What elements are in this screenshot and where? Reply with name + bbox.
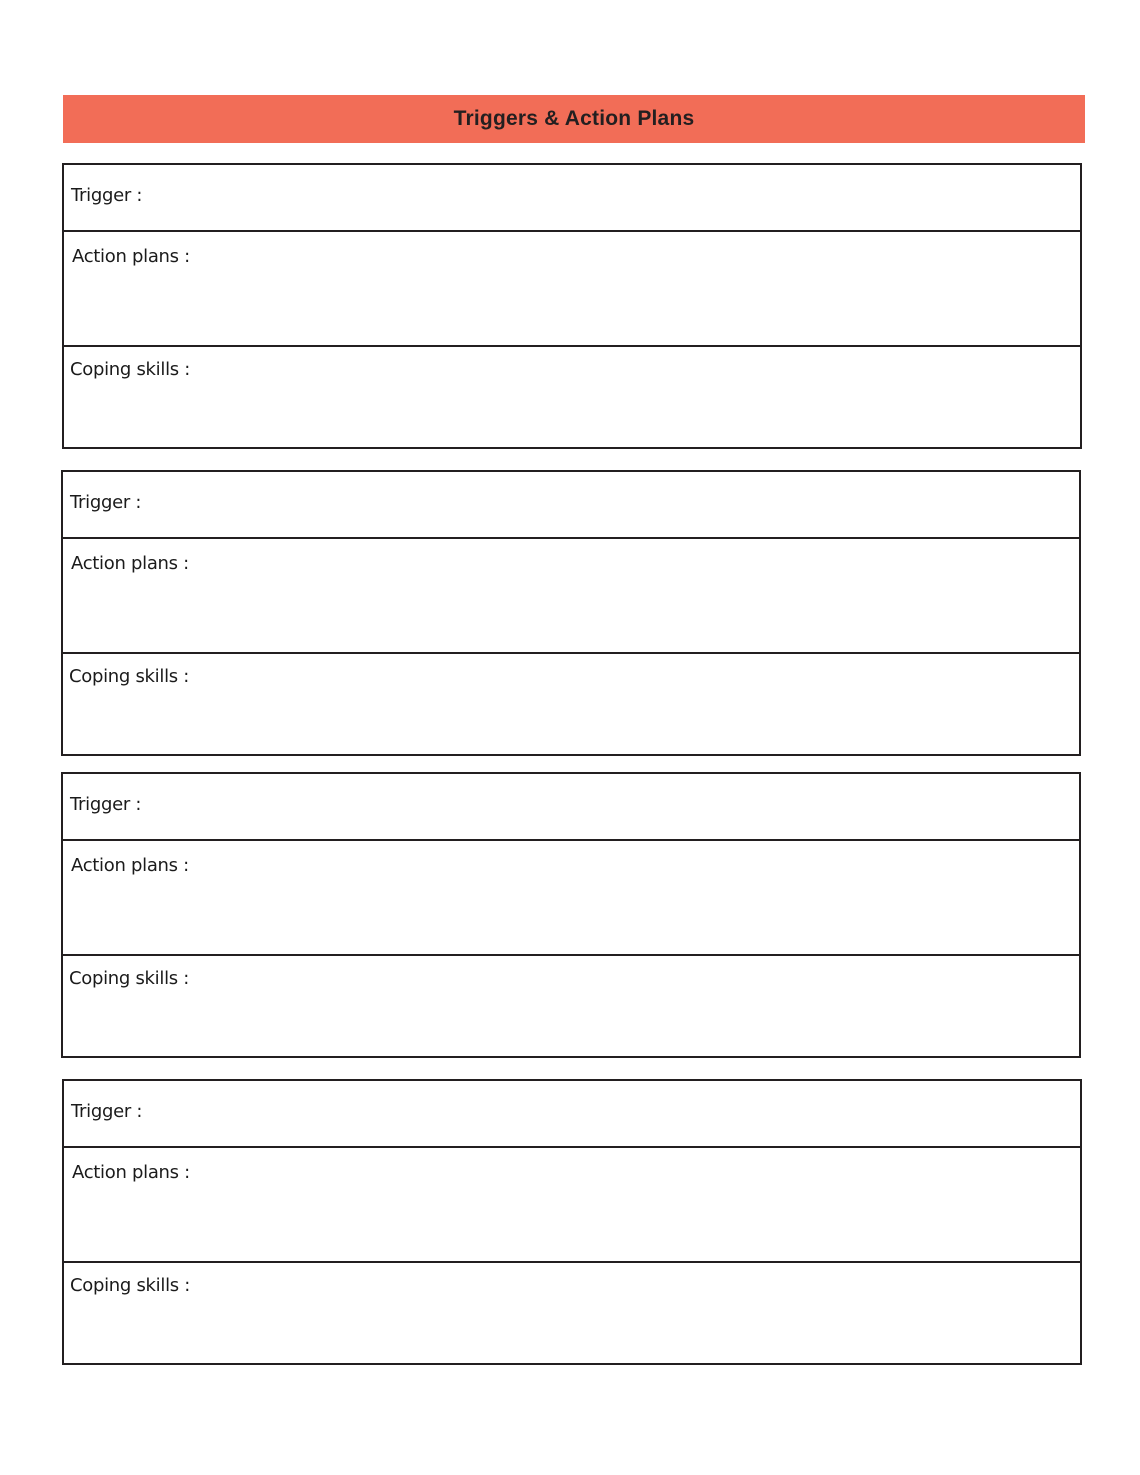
trigger-label: Trigger : xyxy=(71,1101,143,1122)
coping-skills-label: Coping skills : xyxy=(70,359,191,380)
trigger-row[interactable] xyxy=(64,165,1080,232)
coping-skills-label: Coping skills : xyxy=(70,1275,191,1296)
trigger-row[interactable] xyxy=(63,774,1079,841)
trigger-label: Trigger : xyxy=(70,492,142,513)
coping-skills-label: Coping skills : xyxy=(69,968,190,989)
trigger-card xyxy=(62,1079,1082,1365)
page-title: Triggers & Action Plans xyxy=(453,107,695,130)
action-plans-label: Action plans : xyxy=(72,1162,190,1183)
trigger-row[interactable] xyxy=(63,472,1079,539)
action-plans-row[interactable] xyxy=(63,841,1079,956)
trigger-card xyxy=(62,163,1082,449)
trigger-card xyxy=(61,470,1081,756)
action-plans-label: Action plans : xyxy=(71,855,189,876)
coping-skills-row[interactable] xyxy=(63,956,1079,1056)
action-plans-label: Action plans : xyxy=(72,246,190,267)
action-plans-row[interactable] xyxy=(63,539,1079,654)
trigger-label: Trigger : xyxy=(70,794,142,815)
trigger-row[interactable] xyxy=(64,1081,1080,1148)
coping-skills-label: Coping skills : xyxy=(69,666,190,687)
header-bar xyxy=(63,95,1085,143)
coping-skills-row[interactable] xyxy=(64,1263,1080,1363)
coping-skills-row[interactable] xyxy=(63,654,1079,754)
trigger-label: Trigger : xyxy=(71,185,143,206)
trigger-card xyxy=(61,772,1081,1058)
action-plans-label: Action plans : xyxy=(71,553,189,574)
action-plans-row[interactable] xyxy=(64,232,1080,347)
coping-skills-row[interactable] xyxy=(64,347,1080,447)
action-plans-row[interactable] xyxy=(64,1148,1080,1263)
